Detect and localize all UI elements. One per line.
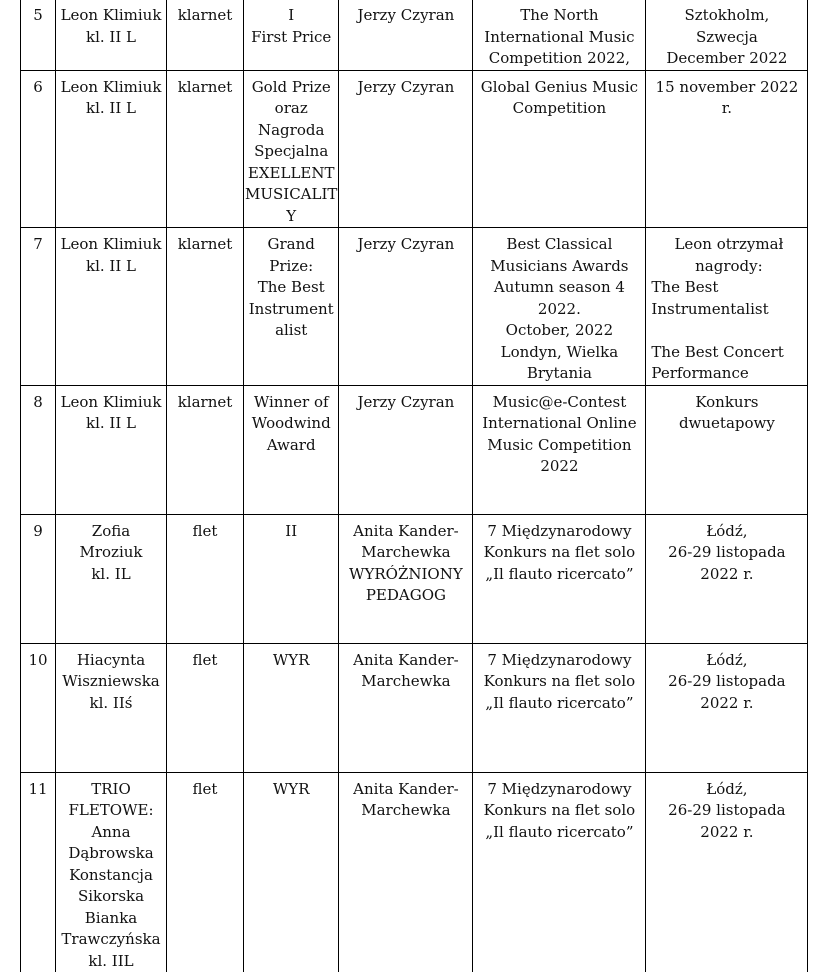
cell-award — [244, 772, 339, 972]
cell-award-line: Award — [266, 435, 316, 454]
cell-number-text: 9 — [33, 521, 43, 540]
cell-instrument — [167, 643, 244, 772]
cell-instrument-text: klarnet — [177, 392, 233, 411]
cell-award-line: Gold Prize — [251, 77, 331, 96]
cell-competition-line: Competition 2022, — [488, 49, 631, 67]
table-row — [21, 514, 808, 643]
cell-teacher-line: Jerzy Czyran — [357, 77, 455, 96]
cell-number — [21, 228, 56, 386]
cell-place-date-line: Łódź, — [706, 650, 748, 669]
cell-instrument — [167, 385, 244, 514]
cell-competition-line: Competition — [512, 99, 607, 117]
cell-teacher-line: Anita Kander- — [353, 779, 459, 798]
cell-instrument — [167, 772, 244, 972]
cell-number-text: 10 — [28, 650, 48, 669]
cell-number — [21, 0, 56, 70]
cell-number — [21, 643, 56, 772]
cell-competition-line: International Music — [484, 27, 635, 46]
cell-student — [56, 70, 167, 228]
cell-competition-line: 2022. — [537, 299, 581, 318]
cell-teacher-line: Marchewka — [361, 543, 451, 561]
cell-teacher-line: WYRÓŻNIONY — [349, 564, 463, 583]
cell-place-date-line: 2022 r. — [700, 564, 754, 583]
cell-award-line: alist — [275, 321, 308, 339]
cell-place-date — [646, 70, 808, 228]
cell-student-line: Konstancja — [69, 865, 153, 884]
cell-teacher — [339, 514, 473, 643]
cell-place-date-line: r. — [721, 99, 733, 117]
table-row — [21, 0, 808, 70]
cell-number-text: 7 — [33, 235, 43, 253]
cell-number — [21, 385, 56, 514]
cell-place-date-line: Performance — [651, 364, 749, 382]
cell-award-line: WYR — [272, 779, 310, 798]
cell-student-line: kl. IIL — [88, 951, 134, 970]
cell-place-date — [646, 0, 808, 70]
cell-competition-line: „Il flauto ricercato” — [485, 564, 634, 583]
cell-student-line: kl. II L — [85, 27, 136, 46]
cell-award-line: II — [285, 521, 298, 540]
cell-competition-line: Konkurs na flet solo — [483, 672, 636, 690]
cell-place-date — [646, 643, 808, 772]
cell-competition-line: Music@e-Contest — [492, 392, 627, 411]
cell-teacher-line: Jerzy Czyran — [357, 392, 455, 411]
cell-student-line: Leon Klimiuk — [60, 77, 162, 96]
cell-place-date-line — [651, 320, 806, 342]
cell-place-date-line: Sztokholm, — [684, 6, 770, 24]
cell-student — [56, 385, 167, 514]
cell-student-line: Sikorska — [77, 887, 145, 905]
cell-competition-line: Brytania — [526, 364, 592, 382]
cell-place-date — [646, 228, 808, 386]
table-row — [21, 643, 808, 772]
cell-award — [244, 385, 339, 514]
cell-instrument — [167, 228, 244, 386]
cell-competition-line: Londyn, Wielka — [500, 342, 619, 361]
cell-place-date-line: The Best — [651, 278, 719, 296]
cell-award — [244, 643, 339, 772]
cell-student-line: FLETOWE: — [68, 801, 154, 819]
cell-award — [244, 514, 339, 643]
cell-place-date — [646, 385, 808, 514]
cell-student-line: kl. II L — [85, 414, 136, 432]
cell-student — [56, 772, 167, 972]
cell-place-date — [646, 514, 808, 643]
cell-student-line: kl. IIś — [89, 693, 133, 712]
cell-award-line: I — [288, 6, 295, 24]
cell-number-text: 6 — [33, 77, 43, 96]
cell-instrument-text: klarnet — [177, 6, 233, 24]
cell-competition-line: Konkurs na flet solo — [483, 543, 636, 561]
cell-place-date-line: 15 november 2022 — [655, 77, 799, 96]
cell-place-date-line: 26-29 listopada — [668, 801, 786, 819]
cell-competition-line: 2022 — [540, 457, 579, 475]
cell-competition — [473, 0, 646, 70]
cell-place-date-line: Szwecja — [695, 27, 758, 46]
cell-instrument-text: flet — [192, 521, 218, 540]
cell-place-date-line: Łódź, — [706, 521, 748, 540]
cell-student-line: kl. II L — [85, 256, 136, 275]
cell-competition — [473, 514, 646, 643]
cell-award-line: Specjalna — [254, 142, 329, 160]
cell-teacher — [339, 0, 473, 70]
cell-student-line: Leon Klimiuk — [60, 392, 162, 411]
cell-award-line: The Best — [257, 278, 325, 296]
cell-competition-line: 7 Międzynarodowy — [487, 779, 632, 798]
cell-competition-line: October, 2022 — [505, 321, 614, 339]
cell-place-date-line: Leon otrzymał — [674, 235, 784, 253]
cell-teacher-line: Anita Kander- — [353, 650, 459, 669]
cell-student-line: Dąbrowska — [68, 844, 154, 862]
cell-instrument — [167, 514, 244, 643]
cell-student-line: kl. II L — [85, 99, 136, 117]
cell-competition-line: Global Genius Music — [480, 77, 639, 96]
cell-competition — [473, 643, 646, 772]
cell-place-date-line: December 2022 — [666, 49, 788, 67]
cell-instrument — [167, 0, 244, 70]
table-row — [21, 70, 808, 228]
cell-place-date-line: Konkurs — [695, 392, 759, 411]
cell-teacher-line: Jerzy Czyran — [357, 235, 455, 253]
cell-award — [244, 228, 339, 386]
competition-results-table — [20, 0, 808, 972]
cell-competition-line: „Il flauto ricercato” — [485, 693, 634, 712]
cell-competition-line: Music Competition — [487, 435, 632, 454]
cell-place-date-line: dwuetapowy — [678, 414, 775, 432]
cell-instrument-text: klarnet — [177, 77, 233, 96]
cell-instrument-text: flet — [192, 779, 218, 798]
cell-teacher — [339, 70, 473, 228]
cell-student-line: Mroziuk — [79, 543, 143, 561]
cell-competition-line: 7 Międzynarodowy — [487, 521, 632, 540]
cell-teacher-line: PEDAGOG — [365, 586, 446, 604]
cell-place-date — [646, 772, 808, 972]
table-body — [21, 0, 808, 972]
cell-student-line: Wiszniewska — [62, 672, 160, 690]
cell-instrument-text: klarnet — [177, 235, 233, 253]
table-row — [21, 228, 808, 386]
cell-award-line: EXELLENT — [247, 163, 335, 182]
cell-number-text: 5 — [33, 6, 43, 24]
table-row — [21, 772, 808, 972]
cell-number — [21, 772, 56, 972]
cell-place-date-line: nagrody: — [695, 256, 763, 275]
cell-teacher-line: Marchewka — [361, 672, 451, 690]
cell-number-text: 11 — [28, 779, 48, 798]
cell-award-line: Y — [286, 206, 297, 225]
cell-competition-line: 7 Międzynarodowy — [487, 650, 632, 669]
cell-student-line: Anna — [91, 822, 131, 841]
cell-student-line: TRIO — [91, 779, 131, 798]
cell-student — [56, 643, 167, 772]
cell-teacher-line: Marchewka — [361, 801, 451, 819]
cell-student-line: Zofia — [91, 521, 131, 540]
cell-number — [21, 70, 56, 228]
cell-student-line: Hiacynta — [76, 650, 146, 669]
cell-number — [21, 514, 56, 643]
cell-award-line: Grand — [267, 235, 315, 253]
cell-competition-line: „Il flauto ricercato” — [485, 822, 634, 841]
cell-award-line: Instrument — [248, 299, 334, 318]
cell-competition-line: The North — [520, 6, 599, 24]
cell-student — [56, 514, 167, 643]
cell-student-line: Trawczyńska — [61, 930, 161, 948]
cell-place-date-line: 2022 r. — [700, 693, 754, 712]
cell-number-text: 8 — [33, 392, 43, 411]
cell-award-line: Nagroda — [257, 120, 325, 139]
cell-teacher — [339, 772, 473, 972]
cell-teacher — [339, 228, 473, 386]
cell-place-date-line: 26-29 listopada — [668, 543, 786, 561]
cell-teacher — [339, 385, 473, 514]
cell-student-line: Bianka — [84, 908, 138, 927]
cell-competition-line: Konkurs na flet solo — [483, 801, 636, 819]
cell-award-line: oraz — [274, 99, 308, 117]
cell-student-line: Leon Klimiuk — [60, 6, 162, 24]
cell-competition-line: Best Classical — [506, 235, 613, 253]
cell-place-date-line: Instrumentalist — [651, 299, 769, 318]
cell-competition — [473, 385, 646, 514]
cell-teacher — [339, 643, 473, 772]
cell-award — [244, 70, 339, 228]
cell-place-date-line: 26-29 listopada — [668, 672, 786, 690]
cell-award-line: Prize: — [269, 256, 314, 275]
cell-competition — [473, 70, 646, 228]
cell-award-line: WYR — [272, 650, 310, 669]
table-row — [21, 385, 808, 514]
cell-award-line: MUSICALIT — [245, 185, 338, 203]
cell-place-date-line: The Best Concert — [651, 342, 784, 361]
cell-award-line: First Price — [251, 27, 332, 46]
cell-teacher-line: Jerzy Czyran — [357, 6, 455, 24]
cell-competition-line: International Online — [482, 414, 637, 432]
cell-place-date-line: 2022 r. — [700, 822, 754, 841]
cell-competition-line: Autumn season 4 — [493, 278, 625, 296]
cell-student — [56, 228, 167, 386]
cell-instrument-text: flet — [192, 650, 218, 669]
cell-competition-line: Musicians Awards — [490, 256, 629, 275]
cell-competition — [473, 772, 646, 972]
cell-award-line: Woodwind — [251, 414, 331, 432]
cell-student-line: kl. IL — [91, 564, 131, 583]
cell-award — [244, 0, 339, 70]
cell-teacher-line: Anita Kander- — [353, 521, 459, 540]
cell-instrument — [167, 70, 244, 228]
cell-student-line: Leon Klimiuk — [60, 235, 162, 253]
cell-award-line: Winner of — [253, 392, 329, 411]
cell-place-date-line: Łódź, — [706, 779, 748, 798]
cell-student — [56, 0, 167, 70]
cell-competition — [473, 228, 646, 386]
